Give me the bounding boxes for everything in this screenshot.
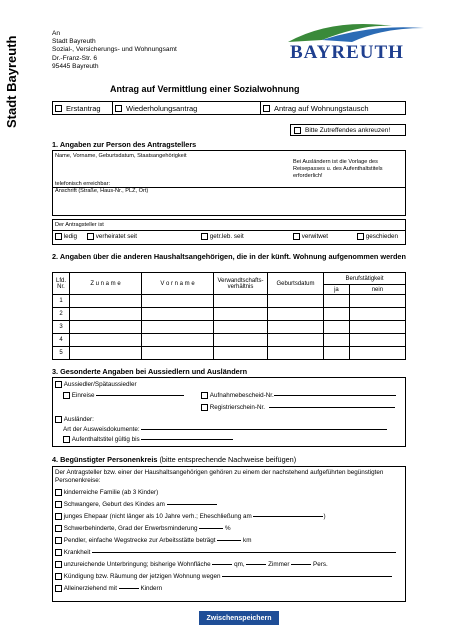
col-birthdate: Geburtsdatum: [268, 273, 324, 295]
checkbox[interactable]: [87, 233, 94, 240]
section4-heading: 4. Begünstigter Personenkreis (bitte entsprechende Nachweise beifügen): [52, 455, 297, 464]
save-draft-button[interactable]: Zwischenspeichern: [199, 611, 279, 625]
kuendigung-input[interactable]: [222, 576, 392, 577]
item-kuendigung[interactable]: Kündigung bzw. Räumung der jetzigen Wohnung wegen: [55, 573, 392, 580]
recipient-address: An Stadt Bayreuth Sozial-, Versicherungs- und Wohnungsamt Dr.-Franz-Str. 6 95445 Bayreuth: [52, 30, 177, 70]
ausweis-input[interactable]: [141, 429, 387, 430]
status-ledig[interactable]: ledig: [55, 233, 77, 240]
status-verwitwet[interactable]: verwitwet: [293, 233, 328, 240]
checkbox[interactable]: [63, 436, 70, 443]
checkbox[interactable]: [55, 561, 62, 568]
section2-heading: 2. Angaben über die anderen Haushaltsangehörigen, die in der künft. Wohnung aufgenommen werden: [52, 252, 406, 261]
table-row[interactable]: 2: [53, 308, 406, 321]
col-nr: Lfd. Nr.: [53, 273, 70, 295]
checkbox[interactable]: [55, 513, 62, 520]
table-row[interactable]: 5: [53, 347, 406, 360]
status-geschieden[interactable]: geschieden: [357, 233, 398, 240]
item-alleinerziehend[interactable]: Alleinerziehend mit Kindern: [55, 585, 162, 592]
item-pendler[interactable]: Pendler, einfache Wegstrecke zur Arbeitsstätte beträgt km: [55, 537, 251, 544]
registrier-input[interactable]: [269, 407, 395, 408]
aufenthalt-input[interactable]: [141, 439, 233, 440]
checkbox[interactable]: [55, 585, 62, 592]
checkbox[interactable]: [55, 549, 62, 556]
section4-intro: Der Antragsteller bzw. einer der Haushaltsangehörigen gehören zu einem der nachstehend aufgeführten begünstigten Personenkreise:: [55, 469, 384, 484]
table-row[interactable]: 4: [53, 334, 406, 347]
hint-box: Bitte Zutreffendes ankreuzen!: [290, 124, 406, 136]
item-schwanger[interactable]: Schwangere, Geburt des Kindes am: [55, 501, 217, 508]
zimmer-input[interactable]: [246, 564, 266, 565]
bayreuth-logo: BAYREUTH: [282, 22, 432, 70]
name-label: Name, Vorname, Geburtsdatum, Staatsangehörigkeit: [55, 153, 187, 159]
side-title: Stadt Bayreuth: [4, 35, 19, 128]
gdb-input[interactable]: [199, 528, 223, 529]
status-getrennt[interactable]: getr.leb. seit: [201, 233, 244, 240]
einreise-option[interactable]: Einreise: [63, 392, 184, 399]
col-firstname: V o r n a m e: [142, 273, 214, 295]
section3-heading: 3. Gesonderte Angaben bei Aussiedlern und Ausländern: [52, 367, 248, 376]
col-job: Berufstätigkeit: [324, 273, 406, 285]
registrier-option[interactable]: Registrierschein-Nr.: [201, 404, 395, 411]
status-verheiratet[interactable]: verheiratet seit: [87, 233, 137, 240]
kinder-input[interactable]: [119, 588, 139, 589]
passport-note: Bei Ausländern ist die Vorlage des Reisepasses u. des Aufenthaltstitels erforderlich!: [293, 159, 383, 179]
address-input[interactable]: [54, 195, 404, 215]
item-krankheit[interactable]: Krankheit: [55, 549, 396, 556]
col-name: Z u n a m e: [70, 273, 142, 295]
pers-input[interactable]: [291, 564, 311, 565]
section1-heading: 1. Angaben zur Person des Antragstellers: [52, 140, 197, 149]
ausweis-row: Art der Ausweisdokumente:: [63, 426, 387, 433]
checkbox[interactable]: [55, 501, 62, 508]
col-relation: Verwandtschafts- verhältnis: [214, 273, 268, 295]
type-erstantrag[interactable]: Erstantrag: [53, 102, 113, 114]
status-label: Der Antragsteller ist: [55, 222, 104, 228]
checkbox[interactable]: [201, 233, 208, 240]
checkbox[interactable]: [55, 525, 62, 532]
type-tausch[interactable]: Antrag auf Wohnungstausch: [261, 102, 405, 114]
address-label: Anschrift (Straße, Haus-Nr., PLZ, Ort): [55, 188, 149, 194]
checkbox[interactable]: [115, 105, 122, 112]
item-schwerbehindert[interactable]: Schwerbehinderte, Grad der Erwerbsminderung %: [55, 525, 231, 532]
item-unterbringung[interactable]: unzureichende Unterbringung; bisherige Wohnfläche qm, Zimmer Pers.: [55, 561, 328, 568]
checkbox[interactable]: [55, 105, 62, 112]
item-ehepaar[interactable]: junges Ehepaar (nicht länger als 10 Jahre verh.; Eheschließung am ): [55, 513, 326, 520]
col-job-yes: ja: [324, 285, 350, 295]
flaeche-input[interactable]: [212, 564, 232, 565]
phone-label: telefonisch erreichbar:: [55, 181, 111, 187]
checkbox[interactable]: [263, 105, 270, 112]
krankheit-input[interactable]: [92, 552, 396, 553]
km-input[interactable]: [217, 540, 241, 541]
checkbox[interactable]: [357, 233, 364, 240]
checkbox[interactable]: [293, 233, 300, 240]
checkbox[interactable]: [201, 404, 208, 411]
checkbox[interactable]: [55, 573, 62, 580]
name-input[interactable]: [54, 161, 289, 181]
table-row[interactable]: 3: [53, 321, 406, 334]
col-job-no: nein: [349, 285, 405, 295]
checkbox[interactable]: [55, 416, 62, 423]
geburt-input[interactable]: [167, 504, 217, 505]
checkbox[interactable]: [55, 233, 62, 240]
checkbox[interactable]: [63, 392, 70, 399]
aufnahme-option[interactable]: Aufnahmebescheid-Nr.: [201, 392, 396, 399]
form-title: Antrag auf Vermittlung einer Sozialwohnung: [110, 84, 300, 94]
checkbox[interactable]: [55, 381, 62, 388]
checkbox[interactable]: [201, 392, 208, 399]
household-table: [52, 272, 406, 360]
type-wiederholung[interactable]: Wiederholungsantrag: [113, 102, 261, 114]
eheschliessung-input[interactable]: [253, 516, 323, 517]
application-type-row: [52, 101, 406, 115]
checkbox[interactable]: [55, 489, 62, 496]
item-kinderreich[interactable]: kinderreiche Familie (ab 3 Kinder): [55, 489, 158, 496]
section1-status-box: [52, 219, 406, 245]
aussiedler-option[interactable]: Aussiedler/Spätaussiedler: [55, 381, 137, 388]
table-row[interactable]: 1: [53, 295, 406, 308]
section4-box: [52, 466, 406, 602]
section1-person-box: [52, 150, 406, 216]
aufnahme-input[interactable]: [274, 395, 396, 396]
section3-box: [52, 377, 406, 447]
auslaender-option[interactable]: Ausländer:: [55, 416, 94, 423]
aufenthalt-option[interactable]: Aufenthaltstitel gültig bis: [63, 436, 233, 443]
hint-checkbox-icon: [294, 127, 301, 134]
checkbox[interactable]: [55, 537, 62, 544]
einreise-input[interactable]: [96, 395, 184, 396]
